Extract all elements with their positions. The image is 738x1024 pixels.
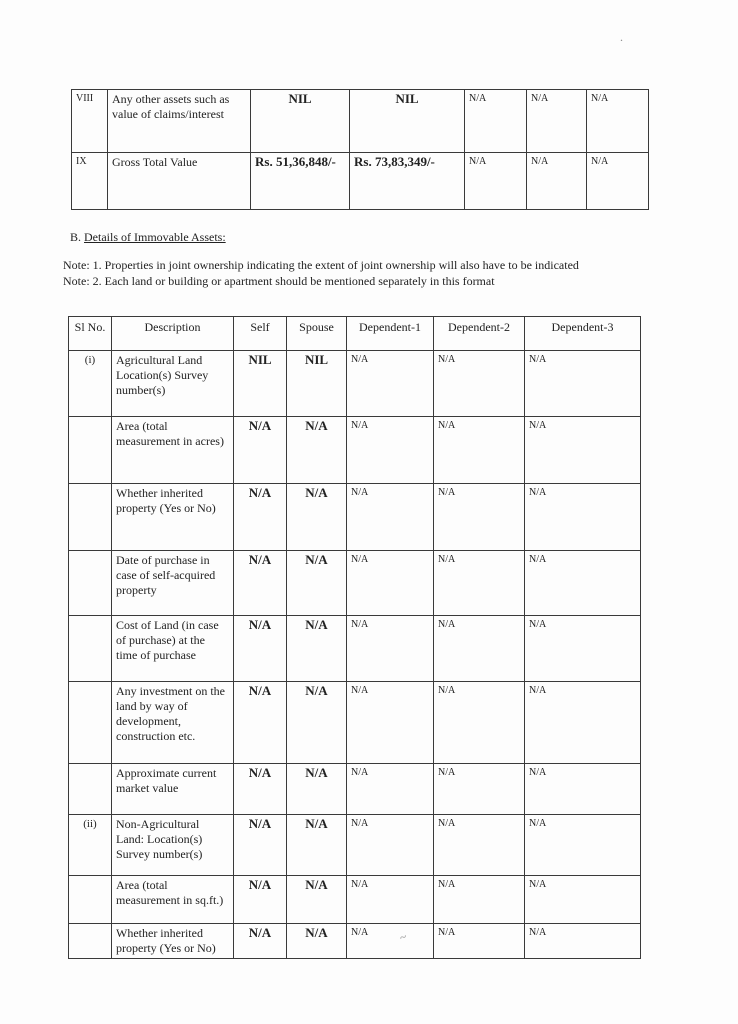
dependent-3-value: N/A — [525, 351, 641, 417]
description-cell: Non-Agricultural Land: Location(s) Survey number(s) — [112, 815, 234, 876]
sl-cell — [69, 417, 112, 484]
dependent-3-value: N/A — [525, 815, 641, 876]
self-value: N/A — [234, 876, 287, 924]
spouse-value: N/A — [287, 417, 347, 484]
dependent-3-value: N/A — [525, 764, 641, 815]
dependent-2-value: N/A — [434, 417, 525, 484]
description-cell: Area (total measurement in sq.ft.) — [112, 876, 234, 924]
immovable-assets-body — [69, 351, 641, 959]
dependent-1-value: N/A — [347, 351, 434, 417]
dependent-3-value: N/A — [525, 924, 641, 959]
dependent-2-value: N/A — [434, 815, 525, 876]
header-dependent-1: Dependent-1 — [347, 317, 434, 351]
dependent-1-value: N/A — [465, 153, 527, 210]
row-description: Gross Total Value — [108, 153, 251, 210]
sl-cell — [69, 484, 112, 551]
dependent-3-value: N/A — [525, 616, 641, 682]
self-value: N/A — [234, 764, 287, 815]
dependent-2-value: N/A — [434, 876, 525, 924]
header-dependent-3: Dependent-3 — [525, 317, 641, 351]
dependent-2-value: N/A — [434, 764, 525, 815]
table-row — [69, 351, 641, 417]
table-row — [69, 876, 641, 924]
spouse-value: N/A — [287, 682, 347, 764]
self-value: N/A — [234, 551, 287, 616]
dependent-3-value: N/A — [587, 90, 649, 153]
dependent-3-value: N/A — [587, 153, 649, 210]
description-cell: Agricultural Land Location(s) Survey number(s) — [112, 351, 234, 417]
dependent-1-value: N/A — [465, 90, 527, 153]
dependent-2-value: N/A — [527, 90, 587, 153]
spouse-value: N/A — [287, 616, 347, 682]
spouse-value: Rs. 73,83,349/- — [350, 153, 465, 210]
dependent-2-value: N/A — [434, 484, 525, 551]
table-row — [69, 551, 641, 616]
spouse-value: N/A — [287, 551, 347, 616]
table-row — [72, 90, 649, 153]
description-cell: Any investment on the land by way of development, construction etc. — [112, 682, 234, 764]
header-description: Description — [112, 317, 234, 351]
dependent-2-value: N/A — [434, 682, 525, 764]
dependent-1-value: N/A — [347, 682, 434, 764]
row-number: IX — [72, 153, 108, 210]
dependent-1-value: N/A — [347, 924, 434, 959]
header-spouse: Spouse — [287, 317, 347, 351]
self-value: N/A — [234, 682, 287, 764]
self-value: Rs. 51,36,848/- — [251, 153, 350, 210]
spouse-value: N/A — [287, 815, 347, 876]
sl-cell — [69, 876, 112, 924]
self-value: NIL — [251, 90, 350, 153]
sl-cell — [69, 682, 112, 764]
table-row — [69, 815, 641, 876]
self-value: N/A — [234, 484, 287, 551]
dependent-2-value: N/A — [434, 351, 525, 417]
scan-mark: . — [620, 30, 623, 44]
section-heading-title: Details of Immovable Assets: — [84, 230, 226, 244]
row-description: Any other assets such as value of claims/interest — [108, 90, 251, 153]
dependent-1-value: N/A — [347, 815, 434, 876]
header-dependent-2: Dependent-2 — [434, 317, 525, 351]
note-2: Note: 2. Each land or building or apartment should be mentioned separately in this format — [63, 274, 495, 288]
spouse-value: N/A — [287, 484, 347, 551]
dependent-1-value: N/A — [347, 417, 434, 484]
signature-mark: ~ — [397, 929, 409, 945]
dependent-1-value: N/A — [347, 764, 434, 815]
section-heading — [70, 230, 226, 245]
self-value: N/A — [234, 616, 287, 682]
spouse-value: N/A — [287, 764, 347, 815]
self-value: N/A — [234, 417, 287, 484]
table-row — [69, 484, 641, 551]
description-cell: Whether inherited property (Yes or No) — [112, 484, 234, 551]
dependent-3-value: N/A — [525, 551, 641, 616]
dependent-1-value: N/A — [347, 551, 434, 616]
table-row — [69, 924, 641, 959]
dependent-3-value: N/A — [525, 682, 641, 764]
self-value: N/A — [234, 924, 287, 959]
sl-cell — [69, 764, 112, 815]
dependent-3-value: N/A — [525, 484, 641, 551]
description-cell: Whether inherited property (Yes or No) — [112, 924, 234, 959]
spouse-value: NIL — [350, 90, 465, 153]
header-sl-no: Sl No. — [69, 317, 112, 351]
description-cell: Date of purchase in case of self-acquired property — [112, 551, 234, 616]
sl-cell: (i) — [69, 351, 112, 417]
spouse-value: N/A — [287, 924, 347, 959]
header-row — [69, 317, 641, 351]
self-value: N/A — [234, 815, 287, 876]
dependent-1-value: N/A — [347, 484, 434, 551]
dependent-2-value: N/A — [434, 616, 525, 682]
dependent-1-value: N/A — [347, 616, 434, 682]
self-value: NIL — [234, 351, 287, 417]
row-number: VIII — [72, 90, 108, 153]
sl-cell — [69, 924, 112, 959]
sl-cell — [69, 551, 112, 616]
table-row — [72, 153, 649, 210]
dependent-2-value: N/A — [434, 924, 525, 959]
dependent-3-value: N/A — [525, 417, 641, 484]
note-1: Note: 1. Properties in joint ownership indicating the extent of joint ownership will also have to be indicated — [63, 258, 579, 272]
table-row — [69, 616, 641, 682]
sl-cell — [69, 616, 112, 682]
dependent-1-value: N/A — [347, 876, 434, 924]
dependent-2-value: N/A — [527, 153, 587, 210]
table-row — [69, 764, 641, 815]
section-heading-prefix: B. — [70, 230, 82, 244]
description-cell: Cost of Land (in case of purchase) at the time of purchase — [112, 616, 234, 682]
dependent-3-value: N/A — [525, 876, 641, 924]
table-row — [69, 682, 641, 764]
header-self: Self — [234, 317, 287, 351]
movable-assets-table — [71, 89, 649, 210]
description-cell: Area (total measurement in acres) — [112, 417, 234, 484]
dependent-2-value: N/A — [434, 551, 525, 616]
description-cell: Approximate current market value — [112, 764, 234, 815]
immovable-assets-table — [68, 316, 641, 959]
table-row — [69, 417, 641, 484]
spouse-value: NIL — [287, 351, 347, 417]
sl-cell: (ii) — [69, 815, 112, 876]
spouse-value: N/A — [287, 876, 347, 924]
